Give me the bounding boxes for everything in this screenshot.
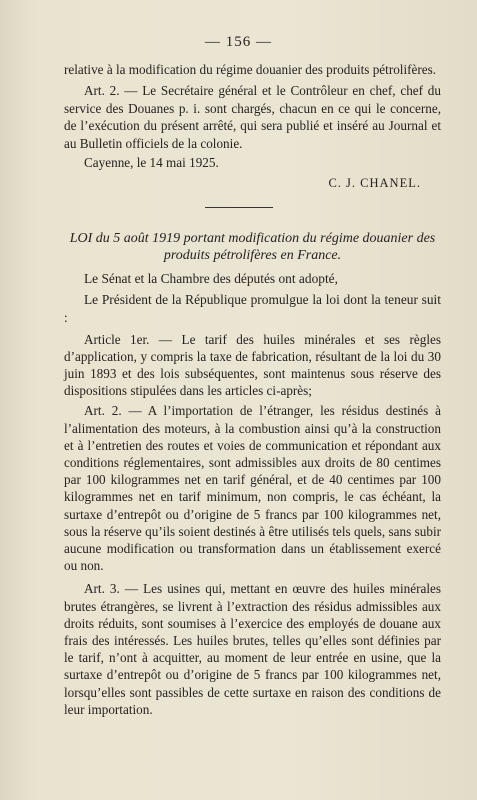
date-line: Cayenne, le 14 mai 1925. (84, 155, 219, 171)
section-divider (205, 207, 273, 208)
law-article-3: Art. 3. — Les usines qui, mettant en œuvre des huiles minérales brutes étrangères, se livrent à l’extraction des résidus admissibles aux droits réduits, sont soumises à l’exercice des employés de douane aux frais des intéressés. Les huiles brutes, telles qu’elles sont définies par le tarif, n’ont à acquitter, au moment de leur entrée en usine, que la surtaxe d’entrepôt ou d’origine de 5 francs par 100 kilogrammes net, lorsqu’elles sont passibles de cette surtaxe en raison des conditions de leur importation. (64, 581, 441, 717)
law-intro-president: Le Président de la République promulgue la loi dont la teneur suit : (64, 292, 441, 326)
law-body (64, 270, 441, 721)
law-intro-senate: Le Sénat et la Chambre des députés ont adopté, (84, 271, 338, 286)
page-number: — 156 — (205, 34, 272, 50)
law-article-1: Article 1er. — Le tarif des huiles minérales et ses règles d’application, y compris la taxe de fabrication, résultant de la loi du 30 juin 1893 et des lois subséquentes, sont maintenus sous réserve des dispositions stipulées dans les articles ci-après; (64, 331, 441, 399)
signature: C. J. CHANEL. (328, 176, 421, 191)
decree-article-2: Art. 2. — Le Secrétaire général et le Contrôleur en chef, chef du service des Douanes p. i. sont chargés, chacun en ce qui le concerne, de l’exécution du présent arrêté, qui sera publié et inséré au Journal et au Bulletin officiels de la colonie. (64, 83, 441, 151)
previous-decree-end (64, 61, 441, 193)
continuation-paragraph: relative à la modification du régime douanier des produits pétrolifères. (64, 62, 437, 77)
law-title: LOI du 5 août 1919 portant modification du régime douanier des produits pétrolifères en France. (69, 231, 436, 263)
law-article-2: Art. 2. — A l’importation de l’étranger, les résidus destinés à l’alimentation des moteurs, à la combustion ainsi qu’à la construction et à l’entretien des routes et voies de communication et répondant aux conditions réglementaires, sont admissibles aux droits de 80 centimes par 100 kilogrammes net en tarif général, et de 40 centimes par 100 kilogrammes net en tarif minimum, non compris, le cas échéant, la surtaxe d’entrepôt ou d’origine de 5 francs par 100 kilogrammes net, sous la réserve qu’ils soient destinés à être utilisés tels quels, sans subir aucune modification ou transformation dans un établissement exercé ou non. (64, 403, 441, 574)
